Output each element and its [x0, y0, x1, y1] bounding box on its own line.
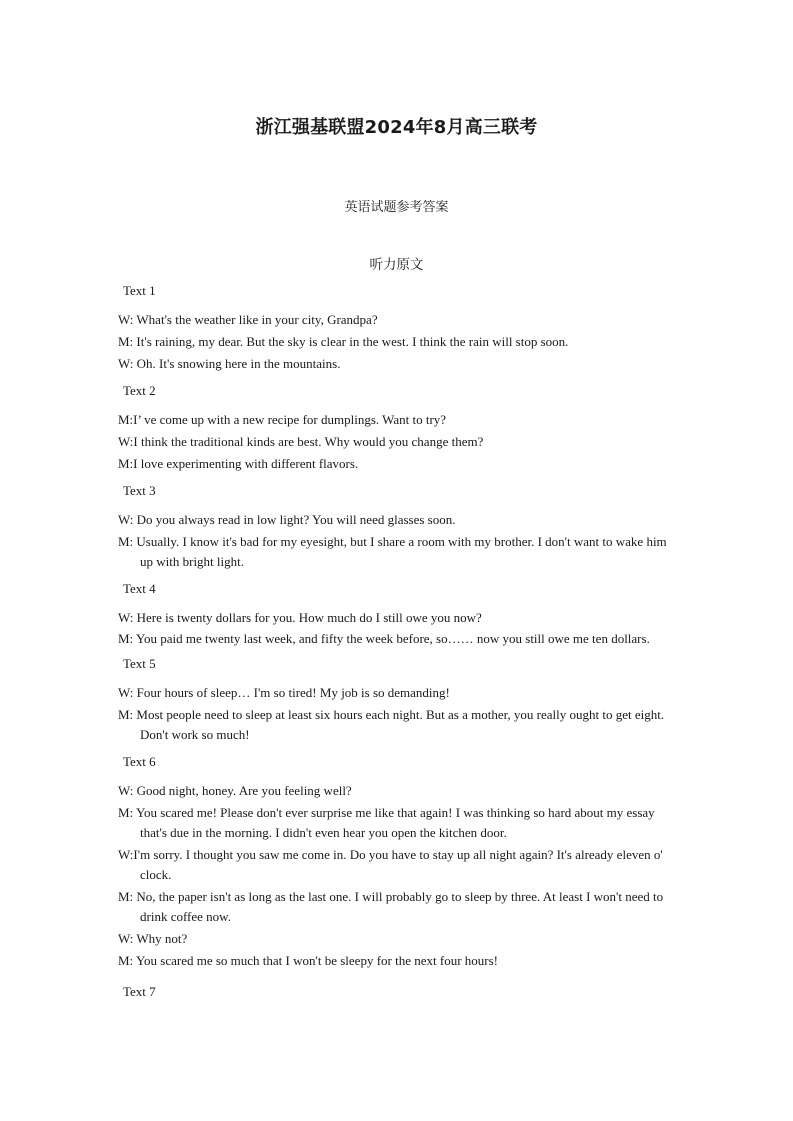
dialogue-line: M: You paid me twenty last week, and fifty the week before, so…… now you still owe me ten dollars. — [118, 631, 650, 646]
transcript-content — [118, 282, 673, 1011]
text-label: Text 7 — [123, 984, 156, 999]
text-label: Text 3 — [123, 483, 156, 498]
dialogue-line: M:I love experimenting with different flavors. — [118, 456, 359, 471]
dialogue-line: M: Most people need to sleep at least six hours each night. But as a mother, you really ought to get eight. Don't work so much! — [118, 707, 665, 742]
text-label: Text 6 — [123, 754, 156, 769]
text-label: Text 2 — [123, 383, 156, 398]
dialogue-line: W: Here is twenty dollars for you. How much do I still owe you now? — [118, 610, 482, 625]
dialogue-line: W: What's the weather like in your city, Grandpa? — [118, 312, 378, 327]
dialogue-line: W: Oh. It's snowing here in the mountains. — [118, 356, 341, 371]
text-label: Text 5 — [123, 656, 156, 671]
dialogue-line: W: Why not? — [118, 931, 188, 946]
text-label: Text 4 — [123, 581, 156, 596]
dialogue-line: M: No, the paper isn't as long as the last one. I will probably go to sleep by three. At least I won't need to drink coffee now. — [118, 889, 664, 924]
dialogue-line: M:I’ ve come up with a new recipe for dumplings. Want to try? — [118, 412, 447, 427]
document-subtitle: 英语试题参考答案 — [344, 200, 449, 215]
dialogue-line: M: It's raining, my dear. But the sky is clear in the west. I think the rain will stop soon. — [118, 334, 569, 349]
dialogue-line: W:I'm sorry. I thought you saw me come in. Do you have to stay up all night again? It's already eleven o' clock. — [118, 847, 663, 882]
dialogue-line: M: Usually. I know it's bad for my eyesight, but I share a room with my brother. I don't want to wake him up with bright light. — [118, 534, 667, 569]
dialogue-line: W:I think the traditional kinds are best. Why would you change them? — [118, 434, 484, 449]
dialogue-line: W: Good night, honey. Are you feeling well? — [118, 783, 352, 798]
text-label: Text 1 — [123, 283, 156, 298]
section-heading: 听力原文 — [369, 257, 424, 273]
dialogue-line: M: You scared me so much that I won't be sleepy for the next four hours! — [118, 953, 498, 968]
dialogue-line: W: Four hours of sleep… I'm so tired! My job is so demanding! — [118, 685, 450, 700]
dialogue-line: M: You scared me! Please don't ever surprise me like that again! I was thinking so hard about my essay that's due in the morning. I didn't even hear you open the kitchen door. — [118, 805, 655, 840]
dialogue-line: W: Do you always read in low light? You will need glasses soon. — [118, 512, 456, 527]
document-title: 浙江强基联盟2024年8月高三联考 — [255, 117, 538, 138]
